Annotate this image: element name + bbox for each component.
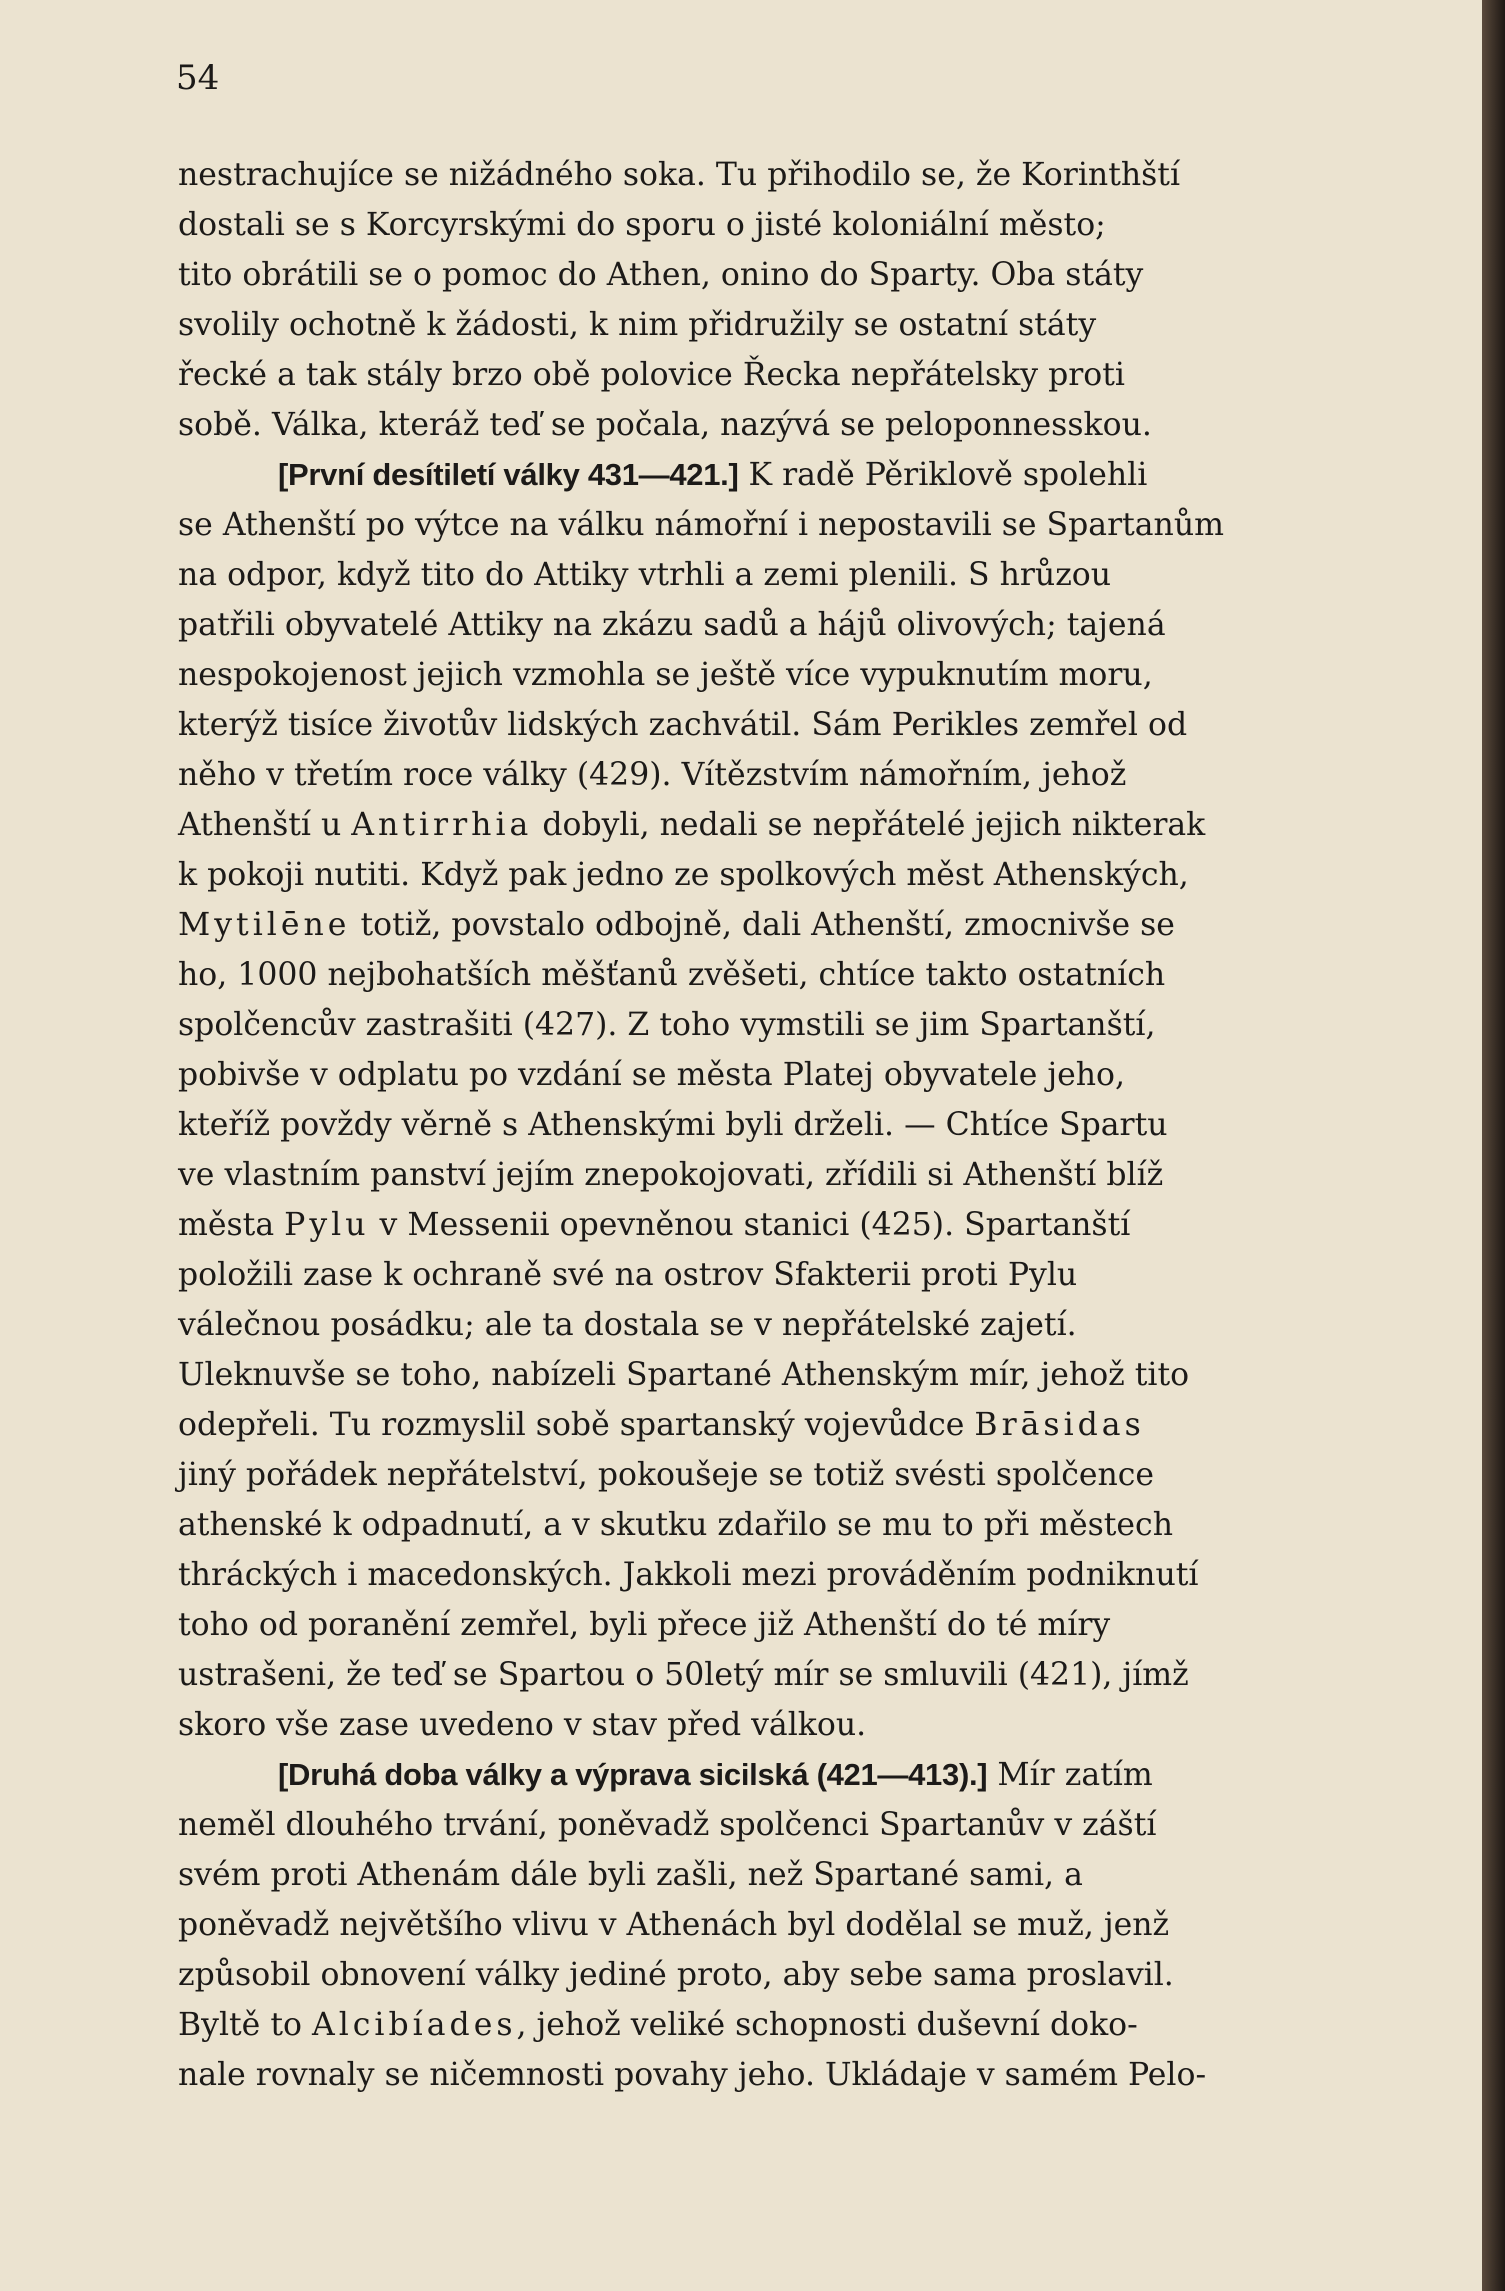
text-line [178,1100,1380,1150]
paragraph-start-line [178,1750,1380,1800]
text-segment: v Messenii opevněnou stanici (425). Spartanští [369,1207,1131,1243]
text-segment: dostali se s Korcyrskými do sporu o jisté koloniální město; [178,207,1106,243]
text-segment: spolčencův zastrašiti (427). Z toho vymstili se jim Spartanští, [178,1007,1156,1043]
section-heading: [První desítiletí války 431—421.] [278,457,739,492]
text-line [178,750,1380,800]
text-line [178,600,1380,650]
text-line [178,650,1380,700]
text-line [178,400,1380,450]
emphasized-name: Brāsidas [974,1407,1145,1443]
text-line [178,1050,1380,1100]
text-segment: pobivše v odplatu po vzdání se města Platej obyvatele jeho, [178,1057,1126,1093]
text-segment: skoro vše zase uvedeno v stav před válkou. [178,1707,867,1743]
text-line [178,1250,1380,1300]
text-segment: ustrašeni, že teď se Spartou o 50letý mír se smluvili (421), jímž [178,1657,1189,1693]
text-line [178,1150,1380,1200]
text-segment: se Athenští po výtce na válku námořní i nepostavili se Spartanům [178,507,1225,543]
text-segment: svém proti Athenám dále byli zašli, než Spartané sami, a [178,1857,1083,1893]
text-line [178,2000,1380,2050]
text-line [178,300,1380,350]
text-line [178,1350,1380,1400]
text-segment: neměl dlouhého trvání, poněvadž spolčenci Spartanův v záští [178,1807,1157,1843]
text-segment: tito obrátili se o pomoc do Athen, onino do Sparty. Oba státy [178,257,1144,293]
text-segment: Byltě to [178,2007,312,2043]
page-number: 54 [176,58,220,98]
text-line [178,1950,1380,2000]
text-line [178,350,1380,400]
section-heading: [Druhá doba války a výprava sicilská (421—413).] [278,1757,988,1792]
emphasized-name: Pylu [284,1207,370,1243]
text-segment: Uleknuvše se toho, nabízeli Spartané Athenským mír, jehož tito [178,1357,1190,1393]
text-segment: , jehož veliké schopnosti duševní doko- [516,2007,1138,2043]
text-segment: svolily ochotně k žádosti, k nim přidružily se ostatní státy [178,307,1097,343]
text-segment: k pokoji nutiti. Když pak jedno ze spolkových měst Athenských, [178,857,1189,893]
body-text [178,150,1380,2100]
text-line [178,1300,1380,1350]
text-segment: Mír zatím [987,1757,1153,1793]
text-segment: nespokojenost jejich vzmohla se ještě více vypuknutím moru, [178,657,1153,693]
text-segment: sobě. Válka, kteráž teď se počala, nazývá se peloponnesskou. [178,407,1152,443]
text-segment: řecké a tak stály brzo obě polovice Řecka nepřátelsky proti [178,357,1125,393]
text-segment: kteříž povždy věrně s Athenskými byli drželi. — Chtíce Spartu [178,1107,1168,1143]
emphasized-name: Alcibíades [311,2007,517,2043]
text-segment: ve vlastním panství jejím znepokojovati, zřídili si Athenští blíž [178,1157,1164,1193]
text-line [178,850,1380,900]
text-line [178,150,1380,200]
text-segment: jiný pořádek nepřátelství, pokoušeje se totiž svésti spolčence [178,1457,1155,1493]
text-line [178,1000,1380,1050]
text-segment: poněvadž největšího vlivu v Athenách byl dodělal se muž, jenž [178,1907,1170,1943]
text-segment: athenské k odpadnutí, a v skutku zdařilo se mu to při městech [178,1507,1173,1543]
text-line [178,900,1380,950]
text-segment: nestrachujíce se nižádného soka. Tu přihodilo se, že Korinthští [178,157,1181,193]
paragraph-start-line [178,450,1380,500]
text-line [178,250,1380,300]
text-segment: něho v třetím roce války (429). Vítězstvím námořním, jehož [178,757,1127,793]
text-segment: způsobil obnovení války jediné proto, aby sebe sama proslavil. [178,1957,1174,1993]
text-line [178,1900,1380,1950]
text-line [178,1450,1380,1500]
text-line [178,1600,1380,1650]
text-line [178,1500,1380,1550]
text-line [178,1550,1380,1600]
text-segment: kterýž tisíce životův lidských zachvátil. Sám Perikles zemřel od [178,707,1188,743]
text-line [178,1400,1380,1450]
text-segment: patřili obyvatelé Attiky na zkázu sadů a hájů olivových; tajená [178,607,1166,643]
text-segment: ho, 1000 nejbohatších měšťanů zvěšeti, chtíce takto ostatních [178,957,1166,993]
text-line [178,2050,1380,2100]
text-segment: válečnou posádku; ale ta dostala se v nepřátelské zajetí. [178,1307,1077,1343]
text-line [178,700,1380,750]
text-segment: na odpor, když tito do Attiky vtrhli a zemi plenili. S hrůzou [178,557,1112,593]
text-line [178,200,1380,250]
text-segment: totiž, povstalo odbojně, dali Athenští, zmocnivše se [350,907,1175,943]
text-line [178,1200,1380,1250]
text-line [178,1850,1380,1900]
text-segment: thráckých i macedonských. Jakkoli mezi prováděním podniknutí [178,1557,1199,1593]
emphasized-name: Antirrhia [351,807,533,843]
page-edge-shadow [1482,0,1505,2291]
text-line [178,1800,1380,1850]
text-segment: položili zase k ochraně své na ostrov Sfakterii proti Pylu [178,1257,1078,1293]
text-segment: Athenští u [178,807,352,843]
text-line [178,950,1380,1000]
text-segment: K radě Pěriklově spolehli [738,457,1148,493]
text-segment: dobyli, nedali se nepřátelé jejich nikterak [532,807,1206,843]
text-segment: města [178,1207,285,1243]
text-segment: toho od poranění zemřel, byli přece již Athenští do té míry [178,1607,1111,1643]
text-segment: odepřeli. Tu rozmyslil sobě spartanský vojevůdce [178,1407,975,1443]
text-line [178,550,1380,600]
emphasized-name: Mytilēne [178,907,351,943]
text-line [178,1700,1380,1750]
text-line [178,800,1380,850]
text-line [178,500,1380,550]
text-line [178,1650,1380,1700]
text-segment: nale rovnaly se ničemnosti povahy jeho. Ukládaje v samém Pelo- [178,2057,1207,2093]
